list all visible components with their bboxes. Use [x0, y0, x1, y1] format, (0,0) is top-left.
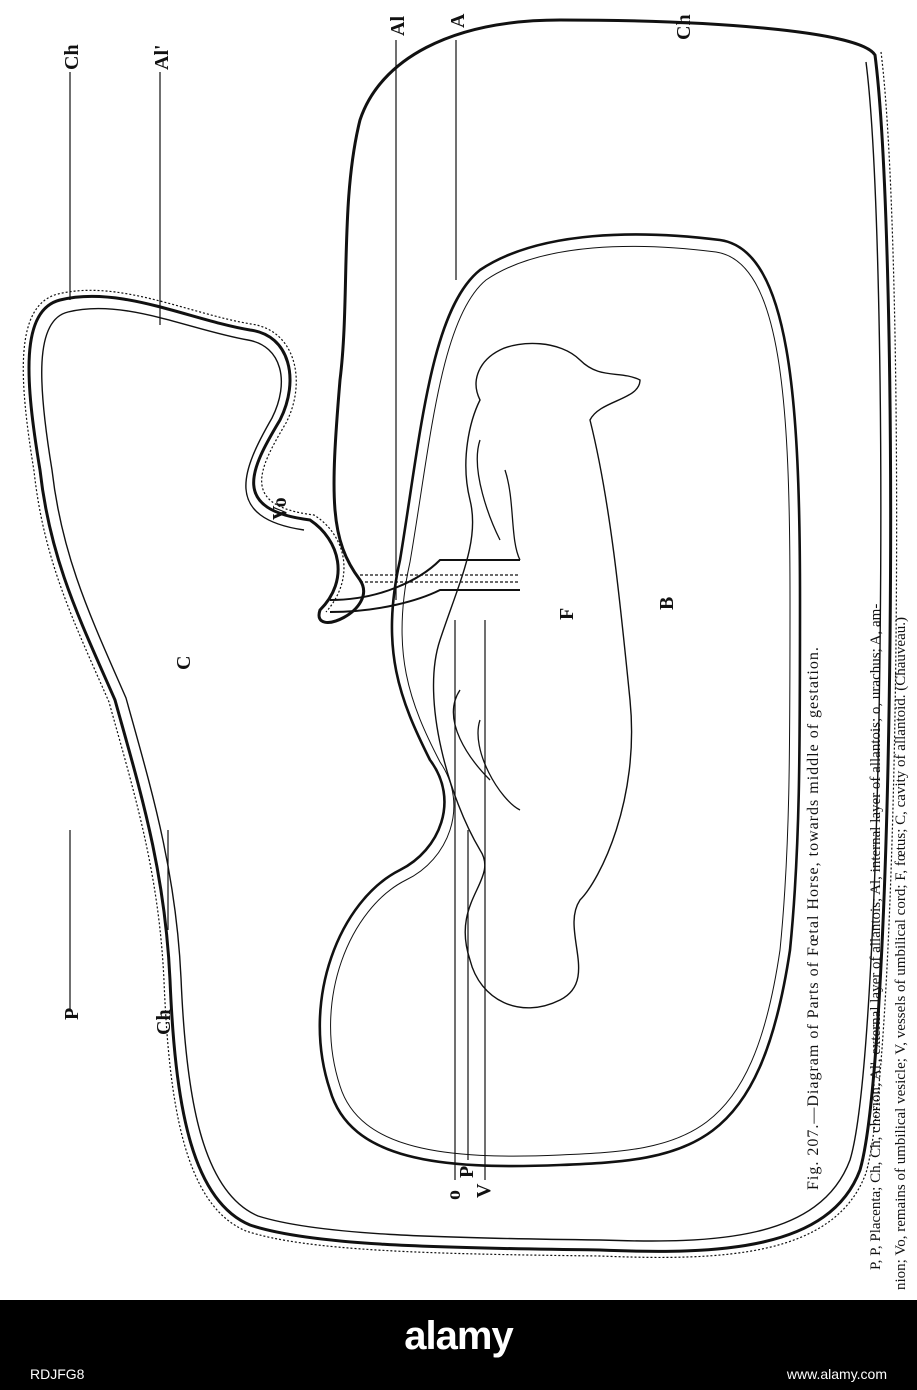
label-al-top: Al: [387, 16, 409, 36]
foetus-outline: [434, 343, 640, 1007]
chorion-outer: [29, 20, 891, 1251]
chorion-villi: [23, 52, 896, 1257]
image-id: RDJFG8: [30, 1366, 85, 1382]
stock-watermark-bar: [0, 1300, 917, 1390]
caption-line2: nion; Vo, remains of umbilical vesicle; V, vessels of umbilical cord; F, fœtus; C, cavity of allantoid. (Chauveau.): [893, 617, 909, 1290]
label-p-left: P: [61, 1007, 83, 1020]
label-vo: Vo: [269, 497, 291, 520]
label-ch-top-right: Ch: [673, 14, 695, 40]
chorion-inner-line: [42, 62, 881, 1241]
label-b: B: [656, 596, 678, 610]
label-o: o: [443, 1190, 465, 1200]
label-c: C: [173, 655, 195, 670]
label-p-bottom-left: P: [456, 1165, 478, 1178]
alamy-logo: alamy: [404, 1314, 513, 1358]
label-al-prime-top: Al': [151, 44, 173, 70]
label-ch-left: Ch: [153, 1009, 175, 1035]
foetus-limbs: [453, 440, 520, 810]
caption-title: Fig. 207.—Diagram of Parts of Fœtal Horse, towards middle of gestation.: [805, 646, 822, 1190]
amnion: [320, 234, 800, 1166]
label-a-top: A: [447, 13, 469, 28]
caption-line1: P, P, Placenta; Ch, Ch, chorion; Al', external layer of allantois; Al, internal layer of allantois; o, urachus; A, am-: [868, 603, 884, 1270]
label-v: V: [473, 1183, 495, 1198]
label-f: F: [556, 607, 578, 620]
amnion-inner: [331, 246, 790, 1156]
umbilical-vessels: [360, 575, 520, 582]
label-ch-top: Ch: [61, 44, 83, 70]
site-url: www.alamy.com: [786, 1366, 887, 1382]
